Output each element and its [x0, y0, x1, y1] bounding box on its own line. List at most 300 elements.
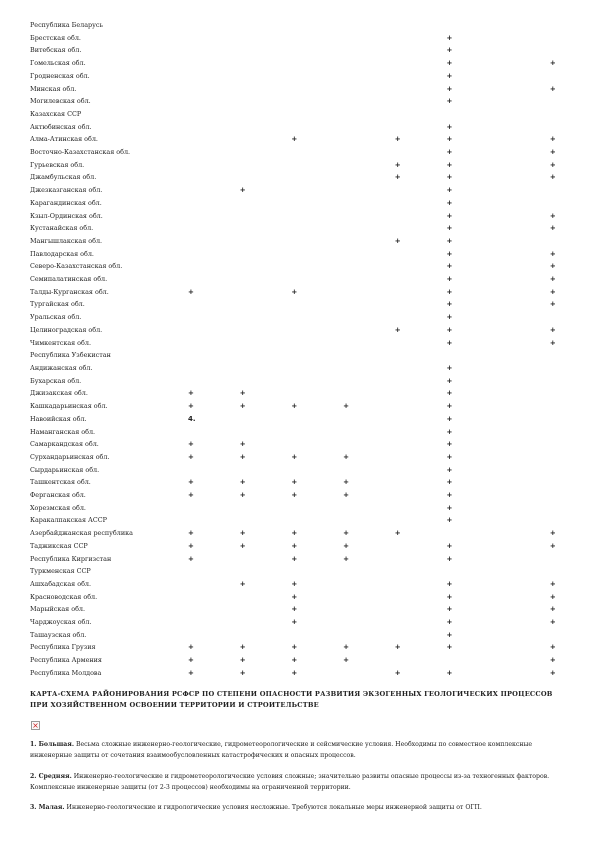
process-mark: [343, 108, 395, 121]
process-mark: [240, 44, 292, 57]
table-row: [30, 171, 595, 184]
process-mark: [550, 514, 595, 527]
process-mark: +: [446, 135, 453, 144]
process-mark: [446, 654, 498, 667]
process-mark: +: [549, 287, 556, 296]
process-mark: +: [446, 668, 453, 677]
process-mark: [550, 438, 595, 451]
process-mark: [291, 70, 343, 83]
region-name: Азербайджанская республика: [30, 529, 133, 538]
process-mark: +: [549, 275, 556, 284]
process-mark: [498, 349, 550, 362]
process-mark: [498, 413, 550, 426]
process-mark: [395, 44, 447, 57]
region-name: Республика Молдова: [30, 668, 102, 677]
process-mark: [291, 44, 343, 57]
process-mark: +: [394, 236, 401, 245]
process-mark: +: [394, 529, 401, 538]
process-mark: [291, 159, 343, 172]
process-mark: [498, 362, 550, 375]
process-mark: [240, 591, 292, 604]
process-mark: +: [239, 579, 246, 588]
process-mark: +: [549, 249, 556, 258]
process-mark: [188, 324, 240, 337]
region-name: Кзыл-Ординская обл.: [30, 211, 103, 220]
process-mark: [240, 146, 292, 159]
process-mark: [188, 426, 240, 439]
process-mark: [446, 19, 498, 32]
region-name: Джезказганская обл.: [30, 186, 103, 195]
process-mark: [188, 260, 240, 273]
process-mark: [550, 553, 595, 566]
process-mark: [188, 311, 240, 324]
process-mark: [550, 311, 595, 324]
process-mark: [395, 260, 447, 273]
process-mark: +: [394, 160, 401, 169]
process-mark: [188, 273, 240, 286]
region-name: Республика Узбекистан: [30, 351, 111, 360]
legend-item-1: [30, 740, 560, 761]
process-mark: [291, 324, 343, 337]
process-mark: [395, 565, 447, 578]
process-mark: [498, 222, 550, 235]
table-row: [30, 298, 595, 311]
process-mark: +: [239, 656, 246, 665]
table-row: [30, 197, 595, 210]
process-mark: +: [549, 605, 556, 614]
process-mark: [550, 70, 595, 83]
process-mark: [188, 32, 240, 45]
process-mark: [395, 248, 447, 261]
table-row: [30, 451, 595, 464]
process-mark: [395, 349, 447, 362]
process-mark: [550, 502, 595, 515]
process-mark: [498, 578, 550, 591]
process-mark: [188, 514, 240, 527]
process-mark: [498, 171, 550, 184]
process-mark: [291, 629, 343, 642]
region-name: Ташаузская обл.: [30, 630, 87, 639]
table-row: [30, 260, 595, 273]
process-mark: [550, 451, 595, 464]
region-name: Каракалпакская АССР: [30, 516, 107, 525]
process-mark: [291, 387, 343, 400]
region-name: Республика Беларусь: [30, 21, 103, 29]
process-mark: [291, 235, 343, 248]
process-mark: +: [446, 402, 453, 411]
process-mark: +: [291, 478, 298, 487]
process-mark: [343, 260, 395, 273]
process-mark: +: [188, 402, 194, 411]
process-mark: [291, 248, 343, 261]
process-mark: [498, 337, 550, 350]
process-mark: [498, 57, 550, 70]
process-mark: +: [291, 579, 298, 588]
process-mark: [240, 324, 292, 337]
region-name: Республика Киргизстан: [30, 554, 112, 563]
process-mark: [188, 44, 240, 57]
process-mark: [550, 121, 595, 134]
process-mark: [291, 298, 343, 311]
process-mark: +: [549, 338, 556, 347]
process-mark: [395, 222, 447, 235]
process-mark: +: [446, 211, 453, 220]
process-mark: +: [188, 529, 194, 538]
process-mark: [240, 273, 292, 286]
process-mark: +: [549, 325, 556, 334]
region-name: Чимкентская обл.: [30, 338, 91, 347]
process-mark: +: [549, 59, 556, 68]
process-mark: [498, 248, 550, 261]
process-mark: [550, 19, 595, 32]
process-mark: [343, 19, 395, 32]
process-mark: [343, 146, 395, 159]
process-mark: [395, 121, 447, 134]
process-mark: [343, 438, 395, 451]
process-mark: [240, 121, 292, 134]
process-mark: [188, 375, 240, 388]
process-mark: [498, 527, 550, 540]
process-mark: [343, 565, 395, 578]
region-name: Андижанская обл.: [30, 363, 93, 372]
region-name: Мангышлакская обл.: [30, 236, 103, 245]
process-mark: [291, 95, 343, 108]
table-row: [30, 375, 595, 388]
process-mark: [188, 235, 240, 248]
process-mark: [446, 349, 498, 362]
table-row: [30, 44, 595, 57]
process-mark: [240, 629, 292, 642]
process-mark: [498, 502, 550, 515]
process-mark: [343, 324, 395, 337]
process-mark: [498, 298, 550, 311]
process-mark: +: [549, 668, 556, 677]
process-mark: +: [549, 541, 556, 550]
process-mark: +: [446, 592, 453, 601]
table-row: [30, 159, 595, 172]
process-mark: [343, 311, 395, 324]
process-mark: +: [446, 478, 453, 487]
table-row: [30, 133, 595, 146]
process-mark: [240, 375, 292, 388]
process-mark: [343, 413, 395, 426]
process-mark: [291, 184, 343, 197]
process-mark: [240, 311, 292, 324]
process-mark: +: [394, 643, 401, 652]
region-name: Сурхандарьинская обл.: [30, 452, 110, 461]
process-mark: [395, 337, 447, 350]
process-mark: [498, 44, 550, 57]
region-name: Гомельская обл.: [30, 59, 86, 68]
process-mark: [188, 146, 240, 159]
process-mark: +: [188, 440, 194, 449]
process-mark: [395, 286, 447, 299]
process-mark: +: [291, 668, 298, 677]
regions-table-body: [30, 19, 595, 680]
process-mark: +: [239, 541, 246, 550]
process-mark: [498, 95, 550, 108]
process-mark: +: [239, 440, 246, 449]
process-mark: +: [291, 452, 298, 461]
process-mark: [498, 286, 550, 299]
region-name: Республика Армения: [30, 656, 102, 665]
process-mark: [343, 362, 395, 375]
process-mark: [498, 654, 550, 667]
process-mark: [291, 311, 343, 324]
table-row: [30, 464, 595, 477]
process-mark: +: [446, 198, 453, 207]
process-mark: [550, 413, 595, 426]
process-mark: [240, 603, 292, 616]
process-mark: +: [549, 592, 556, 601]
table-row: [30, 667, 595, 680]
process-mark: +: [446, 503, 453, 512]
process-mark: +: [446, 541, 453, 550]
process-mark: +: [446, 236, 453, 245]
process-mark: [446, 565, 498, 578]
process-mark: [550, 349, 595, 362]
process-mark: [240, 502, 292, 515]
process-mark: [395, 540, 447, 553]
region-name: Ташкентская обл.: [30, 478, 91, 487]
process-mark: [395, 210, 447, 223]
process-mark: +: [446, 605, 453, 614]
process-mark: [188, 184, 240, 197]
table-row: [30, 337, 595, 350]
process-mark: [446, 527, 498, 540]
region-name: Республика Грузия: [30, 643, 96, 652]
table-row: [30, 476, 595, 489]
process-mark: [291, 32, 343, 45]
process-mark: +: [446, 491, 453, 500]
process-mark: +: [446, 160, 453, 169]
process-mark: [343, 133, 395, 146]
region-name: Уральская обл.: [30, 313, 82, 322]
process-mark: [240, 464, 292, 477]
process-mark: [550, 184, 595, 197]
process-mark: +: [239, 643, 246, 652]
process-mark: [498, 438, 550, 451]
table-row: [30, 324, 595, 337]
process-mark: +: [291, 541, 298, 550]
process-mark: [188, 464, 240, 477]
process-mark: [498, 146, 550, 159]
table-row: [30, 400, 595, 413]
process-mark: [498, 464, 550, 477]
process-mark: [343, 387, 395, 400]
region-name: Ашхабадская обл.: [30, 579, 92, 588]
process-mark: [343, 426, 395, 439]
process-mark: [395, 489, 447, 502]
process-mark: [395, 603, 447, 616]
process-mark: [291, 362, 343, 375]
process-mark: +: [291, 135, 298, 144]
process-mark: [188, 502, 240, 515]
process-mark: +: [446, 186, 453, 195]
process-mark: [240, 413, 292, 426]
table-row: [30, 591, 595, 604]
process-mark: [343, 44, 395, 57]
process-mark: +: [446, 465, 453, 474]
process-mark: [343, 197, 395, 210]
process-mark: [395, 19, 447, 32]
process-mark: [498, 260, 550, 273]
process-mark: [550, 197, 595, 210]
region-name: Восточно-Казахстанская обл.: [30, 148, 131, 157]
process-mark: [188, 70, 240, 83]
process-mark: +: [446, 300, 453, 309]
region-name: Целиноградская обл.: [30, 325, 103, 334]
process-mark: [498, 184, 550, 197]
process-mark: [188, 349, 240, 362]
process-mark: +: [343, 656, 349, 665]
process-mark: [188, 159, 240, 172]
process-mark: +: [188, 668, 194, 677]
process-mark: +: [291, 491, 298, 500]
table-row: [30, 553, 595, 566]
region-name: Навоийская обл.: [30, 414, 87, 423]
process-mark: +: [291, 287, 298, 296]
table-row: [30, 311, 595, 324]
process-mark: +: [446, 71, 453, 80]
process-mark: [291, 438, 343, 451]
process-mark: [498, 629, 550, 642]
process-mark: +: [239, 452, 246, 461]
process-mark: +: [343, 529, 349, 538]
process-mark: +: [549, 84, 556, 93]
table-row: [30, 426, 595, 439]
process-mark: [188, 83, 240, 96]
process-mark: [498, 553, 550, 566]
process-mark: [550, 464, 595, 477]
process-mark: [240, 514, 292, 527]
region-name: Туркменская ССР: [30, 567, 91, 576]
region-name: Семипалатинская обл.: [30, 275, 108, 284]
process-mark: +: [239, 389, 246, 398]
process-mark: +: [549, 148, 556, 157]
process-mark: +: [446, 275, 453, 284]
process-mark: +: [343, 478, 349, 487]
process-mark: +: [291, 402, 298, 411]
process-mark: [550, 108, 595, 121]
legend-text: Инженерно-геологические и гидрометеорологические условия сложные; значительно развиты опасные процессы из-за техногенных факторов. Комплексные инженерные защиты (от 2-3 процессов) необходимы на ограниченной территории.: [30, 773, 550, 791]
region-name: Джамбульская обл.: [30, 173, 97, 182]
process-mark: [240, 171, 292, 184]
process-mark: +: [239, 478, 246, 487]
process-mark: [395, 400, 447, 413]
process-mark: +: [291, 592, 298, 601]
process-mark: [291, 426, 343, 439]
process-mark: [498, 426, 550, 439]
region-name: Карагандинская обл.: [30, 198, 102, 207]
process-mark: [291, 197, 343, 210]
process-mark: [343, 248, 395, 261]
process-mark: [291, 222, 343, 235]
table-row: [30, 184, 595, 197]
process-mark: [395, 32, 447, 45]
process-mark: +: [446, 249, 453, 258]
process-mark: [498, 108, 550, 121]
process-mark: [395, 413, 447, 426]
process-mark: [188, 616, 240, 629]
process-mark: [498, 603, 550, 616]
process-mark: [343, 464, 395, 477]
process-mark: [240, 426, 292, 439]
process-mark: [498, 235, 550, 248]
process-mark: [498, 387, 550, 400]
process-mark: +: [188, 656, 194, 665]
legend-label: 1. Большая.: [30, 741, 74, 748]
process-mark: [240, 70, 292, 83]
process-mark: [395, 108, 447, 121]
table-row: [30, 32, 595, 45]
process-mark: [291, 337, 343, 350]
region-name: Самаркандская обл.: [30, 440, 99, 449]
table-row: [30, 286, 595, 299]
process-mark: [240, 159, 292, 172]
table-row: [30, 527, 595, 540]
process-mark: [498, 210, 550, 223]
process-mark: [343, 184, 395, 197]
table-row: [30, 502, 595, 515]
process-mark: [395, 146, 447, 159]
process-mark: [550, 95, 595, 108]
table-row: [30, 70, 595, 83]
region-name: Марыйская обл.: [30, 605, 86, 614]
process-mark: [550, 387, 595, 400]
process-mark: [395, 629, 447, 642]
process-mark: [291, 260, 343, 273]
process-mark: [188, 121, 240, 134]
process-mark: +: [446, 376, 453, 385]
process-mark: [240, 565, 292, 578]
table-row: [30, 108, 595, 121]
process-mark: +: [394, 173, 401, 182]
region-name: Витебская обл.: [30, 46, 82, 55]
process-mark: [498, 375, 550, 388]
process-mark: +: [446, 338, 453, 347]
region-name: Казахская ССР: [30, 109, 82, 118]
process-mark: [395, 362, 447, 375]
process-mark: +: [549, 173, 556, 182]
process-mark: [498, 540, 550, 553]
process-mark: +: [343, 491, 349, 500]
process-mark: +: [446, 618, 453, 627]
process-mark: [291, 514, 343, 527]
table-row: [30, 121, 595, 134]
process-mark: +: [446, 643, 453, 652]
process-mark: [550, 489, 595, 502]
process-mark: +: [446, 224, 453, 233]
process-mark: [446, 108, 498, 121]
process-mark: +: [239, 529, 246, 538]
process-mark: [550, 476, 595, 489]
process-mark: +: [549, 643, 556, 652]
process-mark: +: [549, 300, 556, 309]
process-mark: [498, 616, 550, 629]
process-mark: +: [549, 579, 556, 588]
process-mark: [498, 451, 550, 464]
process-mark: [188, 95, 240, 108]
process-mark: +: [446, 33, 453, 42]
region-name: Гурьевская обл.: [30, 160, 85, 169]
process-mark: +: [188, 478, 194, 487]
process-mark: [291, 146, 343, 159]
process-mark: [343, 57, 395, 70]
process-mark: [498, 273, 550, 286]
process-mark: [395, 57, 447, 70]
process-mark: [240, 95, 292, 108]
